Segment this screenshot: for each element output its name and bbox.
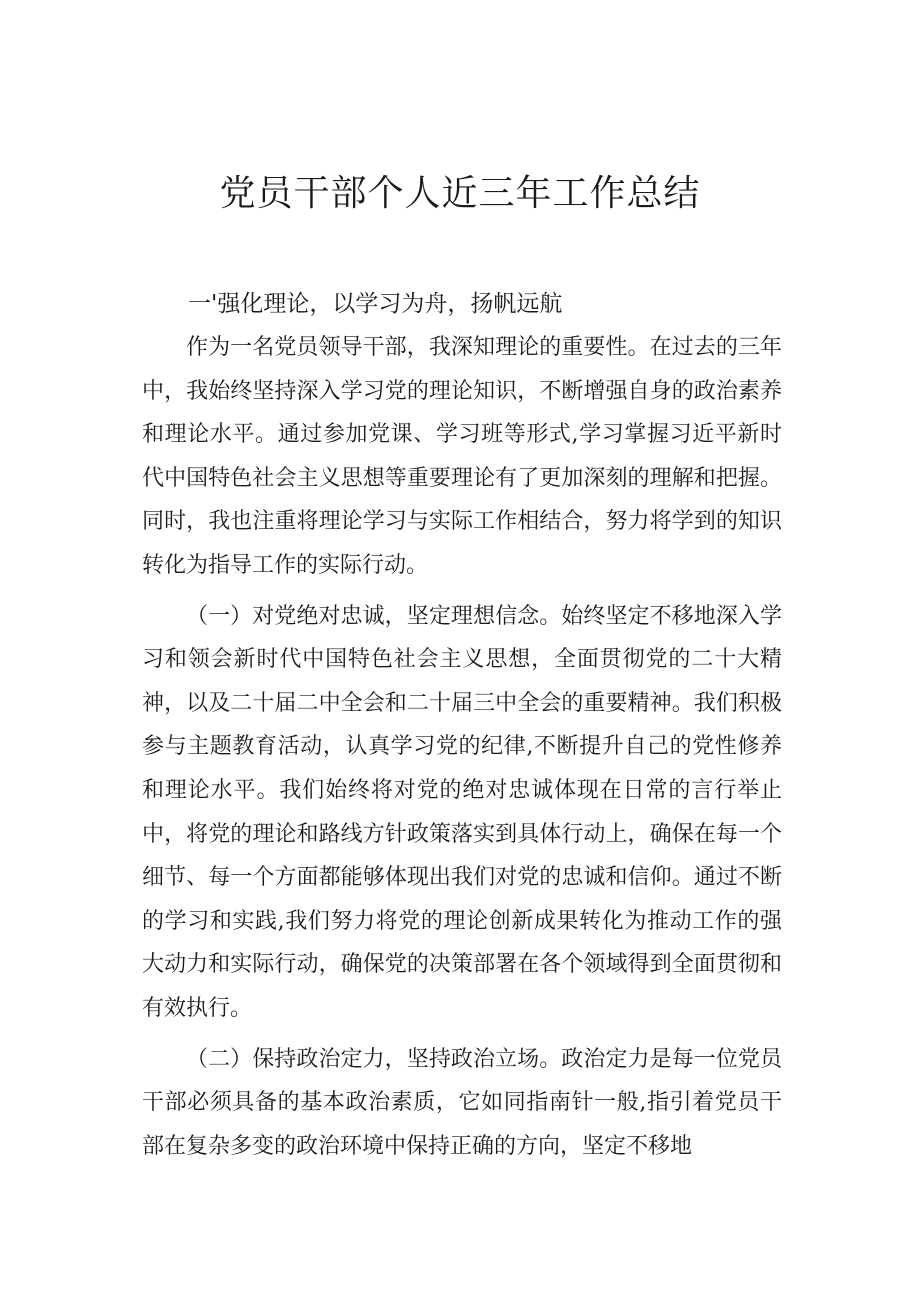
- paragraph-1: 作为一名党员领导干部，我深知理论的重要性。在过去的三年中，我始终坚持深入学习党的理论知识，不断增强自身的政治素养和理论水平。通过参加党课、学习班等形式,学习掌握习近平新时代中国特色社会主义思想等重要理论有了更加深刻的理解和把握。同时，我也注重将理论学习与实际工作相结合，努力将学到的知识转化为指导工作的实际行动。: [142, 335, 782, 578]
- document-body: [142, 326, 782, 1168]
- section-heading: 一'强化理论，以学习为舟，扬帆远航: [188, 291, 563, 317]
- document-title: 党员干部个人近三年工作总结: [219, 173, 701, 214]
- paragraph-3: （二）保持政治定力，坚持政治立场。政治定力是每一位党员干部必须具备的基本政治素质，它如同指南针一般,指引着党员干部在复杂多变的政治环境中保持正确的方向，坚定不移地: [142, 1046, 782, 1159]
- paragraph-2: （一）对党绝对忠诚，坚定理想信念。始终坚定不移地深入学习和领会新时代中国特色社会主义思想，全面贯彻党的二十大精神，以及二十届二中全会和二十届三中全会的重要精神。我们积极参与主题教育活动，认真学习党的纪律,不断提升自己的党性修养和理论水平。我们始终将对党的绝对忠诚体现在日常的言行举止中，将党的理论和路线方针政策落实到具体行动上，确保在每一个细节、每一个方面都能够体现出我们对党的忠诚和信仰。通过不断的学习和实践,我们努力将党的理论创新成果转化为推动工作的强大动力和实际行动，确保党的决策部署在各个领域得到全面贯彻和有效执行。: [142, 603, 782, 1021]
